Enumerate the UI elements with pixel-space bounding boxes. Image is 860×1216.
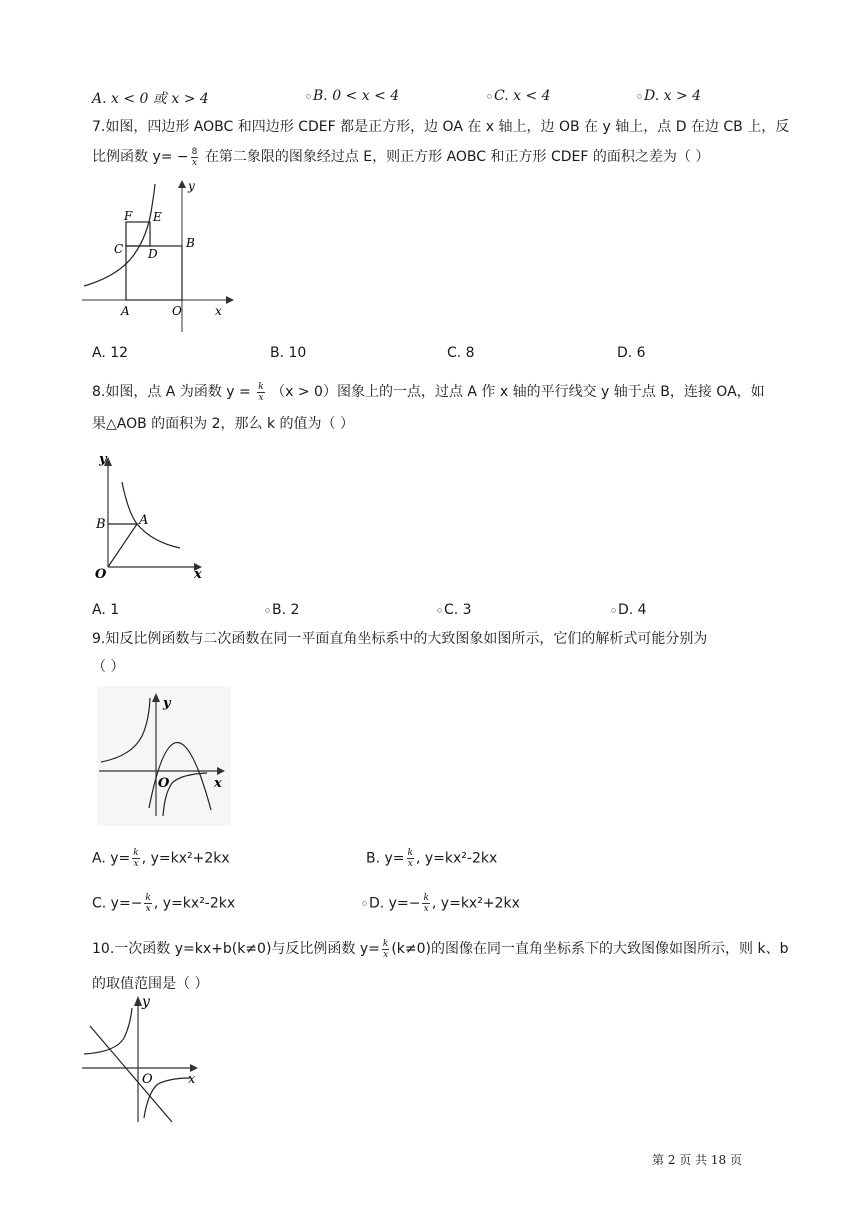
q8-question-line2: 果△AOB 的面积为 2，那么 k 的值为（ ） [92, 416, 354, 432]
q7-fraction: $\frac{8}{x}$ [191, 146, 198, 168]
q8-label-a: A [139, 513, 149, 528]
q10-label-o: O [142, 1072, 153, 1087]
q8-option-d: D. 4 [611, 602, 647, 618]
q10-question-line2: 的取值范围是（ ） [92, 976, 209, 992]
q8-label-x: x [194, 567, 202, 582]
q6-option-d: D. x > 4 [637, 88, 701, 104]
q10-figure [80, 990, 205, 1124]
q7-option-d: D. 6 [617, 345, 646, 361]
q8-label-b: B [96, 517, 106, 532]
q7-option-a: A. 12 [92, 345, 129, 361]
q8-label-y: y [99, 452, 107, 467]
q8-figure [92, 452, 212, 582]
q9-question-line2: （ ） [92, 659, 125, 675]
q7-label-o: O [172, 304, 182, 318]
q9-label-y: y [163, 696, 171, 711]
q7-label-c: C [114, 242, 124, 256]
q10-question-line1: 10.一次函数 y=kx+b(k≠0)与反比例函数 y= $\frac{k}{x}$ (k≠0)的图像在同一直角坐标系下的大致图像如图所示，则 k、b [92, 938, 789, 960]
q9-label-x: x [214, 776, 222, 791]
q7-label-f: F [124, 209, 133, 223]
q7-figure [78, 176, 238, 340]
q7-question-line1: 7.如图，四边形 AOBC 和四边形 CDEF 都是正方形，边 OA 在 x 轴上，边 OB 在 y 轴上，点 D 在边 CB 上，反 [92, 119, 790, 135]
q7-question-line2: 比例函数 y= − $\frac{8}{x}$ 在第二象限的图象经过点 E，则正方形 AOBC 和正方形 CDEF 的面积之差为（ ） [92, 146, 710, 168]
q6-option-c: C. x < 4 [487, 88, 551, 104]
q9-option-d: D. y=− $\frac{k}{x}$ , y=kx²+2kx [362, 893, 520, 914]
q9-option-c: C. y=− $\frac{k}{x}$ , y=kx²-2kx [92, 893, 236, 914]
q7-label-d: D [148, 247, 158, 261]
q9-label-o: O [158, 776, 170, 791]
q8-option-a: A. 1 [92, 602, 120, 618]
q7-label-a: A [121, 304, 130, 318]
q6-option-a: A. x < 0 或 x > 4 [92, 91, 209, 107]
q8-question-line1: 8.如图，点 A 为函数 y = $\frac{k}{x}$ （x > 0）图象上的一点，过点 A 作 x 轴的平行线交 y 轴于点 B，连接 OA，如 [92, 381, 765, 403]
q9-question-line1: 9.知反比例函数与二次函数在同一平面直角坐标系中的大致图象如图所示，它们的解析式可能分别为 [92, 631, 708, 647]
q9-option-a: A. y= $\frac{k}{x}$ , y=kx²+2kx [92, 848, 230, 869]
q7-label-e: E [153, 210, 162, 224]
q8-label-o: O [95, 567, 107, 582]
q10-fraction: $\frac{k}{x}$ [382, 938, 389, 960]
q10-label-x: x [188, 1072, 196, 1087]
q7-label-y: y [188, 179, 195, 193]
q8-fraction: $\frac{k}{x}$ [258, 381, 264, 403]
q7-label-x: x [215, 304, 222, 318]
q6-option-b: B. 0 < x < 4 [306, 88, 399, 104]
q8-option-b: B. 2 [265, 602, 299, 618]
page-footer: 第 2 页 共 18 页 [652, 1153, 742, 1167]
q7-option-c: C. 8 [447, 345, 475, 361]
q8-option-c: C. 3 [437, 602, 472, 618]
q10-label-y: y [142, 994, 150, 1010]
q7-label-b: B [186, 236, 195, 250]
q9-figure [97, 686, 231, 826]
q9-option-b: B. y= $\frac{k}{x}$ , y=kx²-2kx [366, 848, 498, 869]
q7-option-b: B. 10 [270, 345, 307, 361]
